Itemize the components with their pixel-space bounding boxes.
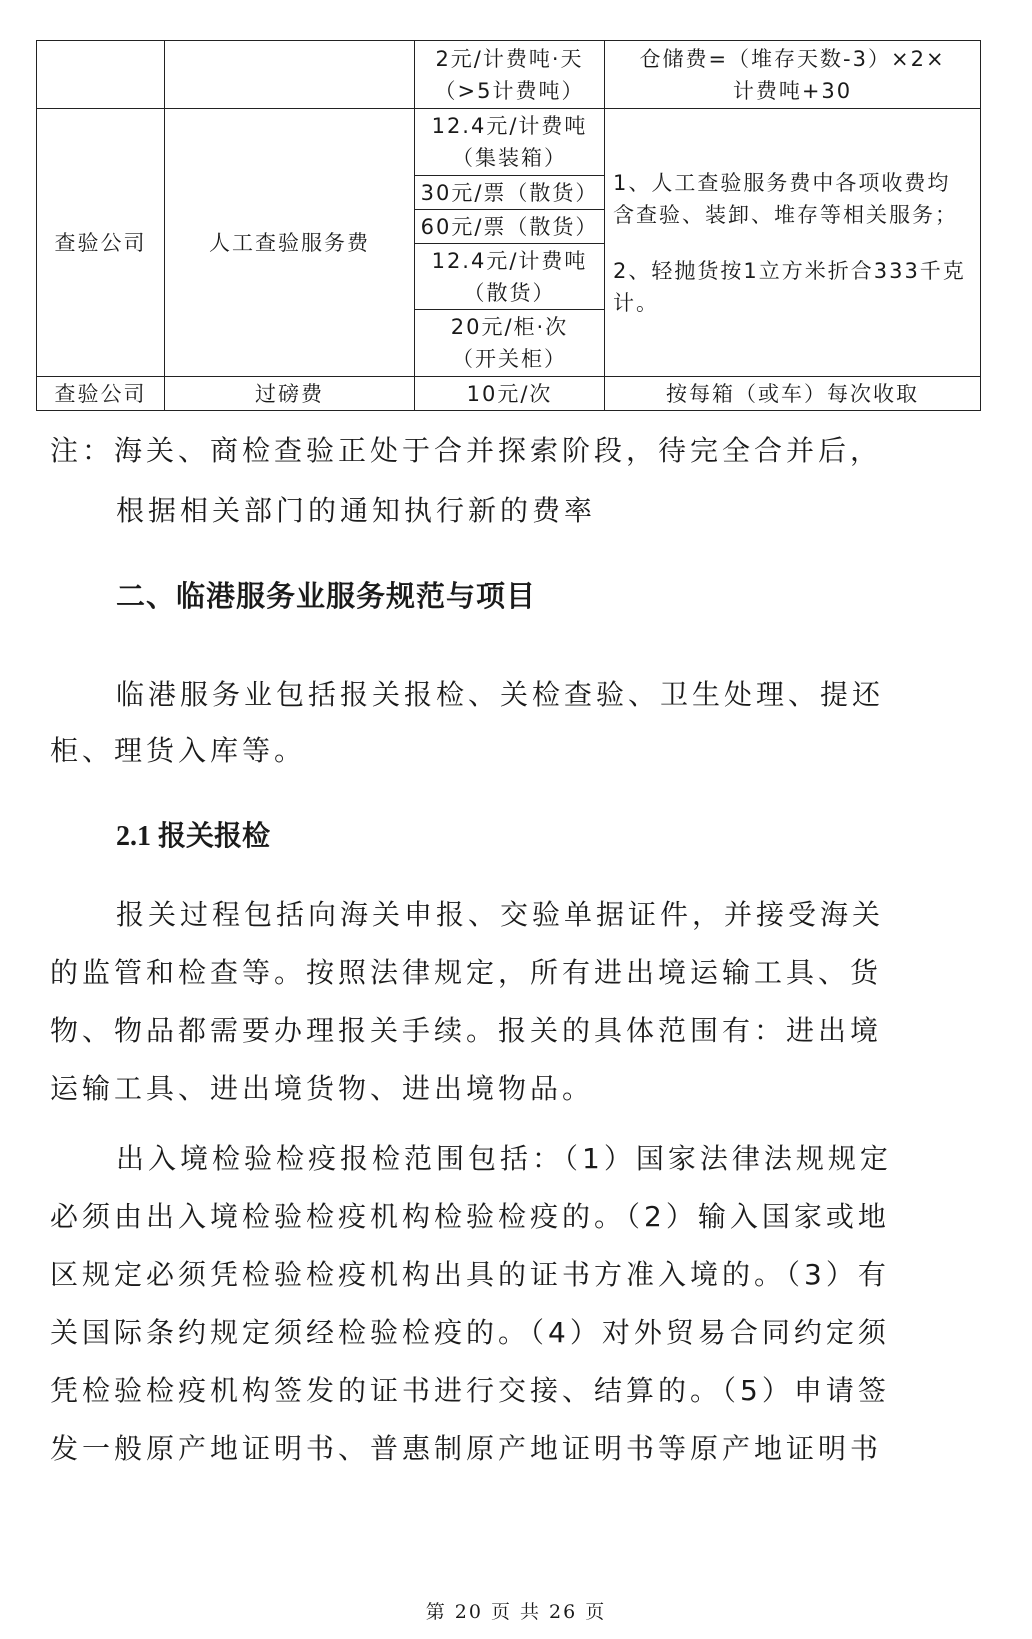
table-row-weighing (37, 377, 981, 411)
rate-cell (415, 244, 605, 310)
rate-cell: 30元/票（散货） (415, 176, 605, 210)
rate-cell (415, 310, 605, 377)
fee-table (36, 40, 981, 411)
inspection-note-cell (605, 109, 981, 377)
table-row-storage (37, 41, 981, 109)
section-intro-line: 柜、理货入库等。 (50, 734, 307, 767)
table-row-inspection (37, 109, 981, 176)
paragraph-line: 出入境检验检疫报检范围包括：（1）国家法律法规规定 (116, 1142, 892, 1175)
storage-formula-line: 仓储费=（堆存天数-3）×2× (639, 46, 946, 71)
rate-line: （集装箱） (452, 146, 567, 170)
note-line-1: 注：海关、商检查验正处于合并探索阶段，待完全合并后， (50, 434, 883, 467)
rate-line: 12.4元/计费吨 (431, 114, 588, 138)
note-spacer (613, 231, 972, 255)
weighing-note-cell: 按每箱（或车）每次收取 (605, 377, 981, 411)
storage-rate-line: （>5计费吨） (434, 78, 585, 103)
rate-line: 12.4元/计费吨 (431, 248, 588, 273)
rate-cell (415, 109, 605, 176)
note-line-2: 根据相关部门的通知执行新的费率 (116, 494, 597, 527)
service-item-cell: 人工查验服务费 (165, 109, 415, 377)
paragraph-line: 发一般原产地证明书、普惠制原产地证明书等原产地证明书 (50, 1432, 883, 1465)
company-cell: 查验公司 (37, 109, 165, 377)
page-number-footer: 第 20 页 共 26 页 (425, 1601, 607, 1623)
storage-formula-cell (605, 41, 981, 109)
rate-cell: 10元/次 (415, 377, 605, 411)
service-item-cell: 过磅费 (165, 377, 415, 411)
paragraph-line: 凭检验检疫机构签发的证书进行交接、结算的。（5）申请签 (50, 1374, 890, 1407)
paragraph-line: 运输工具、进出境货物、进出境物品。 (50, 1072, 595, 1105)
section-intro-line: 临港服务业包括报关报检、关检查验、卫生处理、提还 (116, 678, 885, 711)
paragraph-line: 区规定必须凭检验检疫机构出具的证书方准入境的。（3）有 (50, 1258, 890, 1291)
paragraph-line: 关国际条约规定须经检验检疫的。（4）对外贸易合同约定须 (50, 1316, 890, 1349)
company-cell: 查验公司 (37, 377, 165, 411)
paragraph-line: 报关过程包括向海关申报、交验单据证件，并接受海关 (116, 898, 885, 931)
paragraph-line: 的监管和检查等。按照法律规定，所有进出境运输工具、货 (50, 956, 883, 989)
rate-line: 20元/柜·次 (450, 315, 569, 339)
paragraph-line: 物、物品都需要办理报关手续。报关的具体范围有：进出境 (50, 1014, 883, 1047)
paragraph-line: 必须由出入境检验检疫机构检验检疫的。（2）输入国家或地 (50, 1200, 890, 1233)
inspection-note-2: 2、轻抛货按1立方米折合333千克计。 (613, 258, 966, 315)
table-cell-empty (37, 41, 165, 109)
storage-formula-line: 计费吨+30 (732, 78, 853, 103)
storage-rate-line: 2元/计费吨·天 (435, 46, 584, 71)
storage-rate-cell (415, 41, 605, 109)
rate-line: （开关柜） (452, 347, 567, 371)
subsection-heading: 2.1 报关报检 (116, 821, 271, 852)
table-cell-empty (165, 41, 415, 109)
rate-cell: 60元/票（散货） (415, 210, 605, 244)
inspection-note-1: 1、人工查验服务费中各项收费均含查验、装卸、堆存等相关服务； (613, 170, 958, 227)
rate-line: （散货） (463, 280, 556, 305)
section-heading: 二、临港服务业服务规范与项目 (116, 579, 537, 613)
